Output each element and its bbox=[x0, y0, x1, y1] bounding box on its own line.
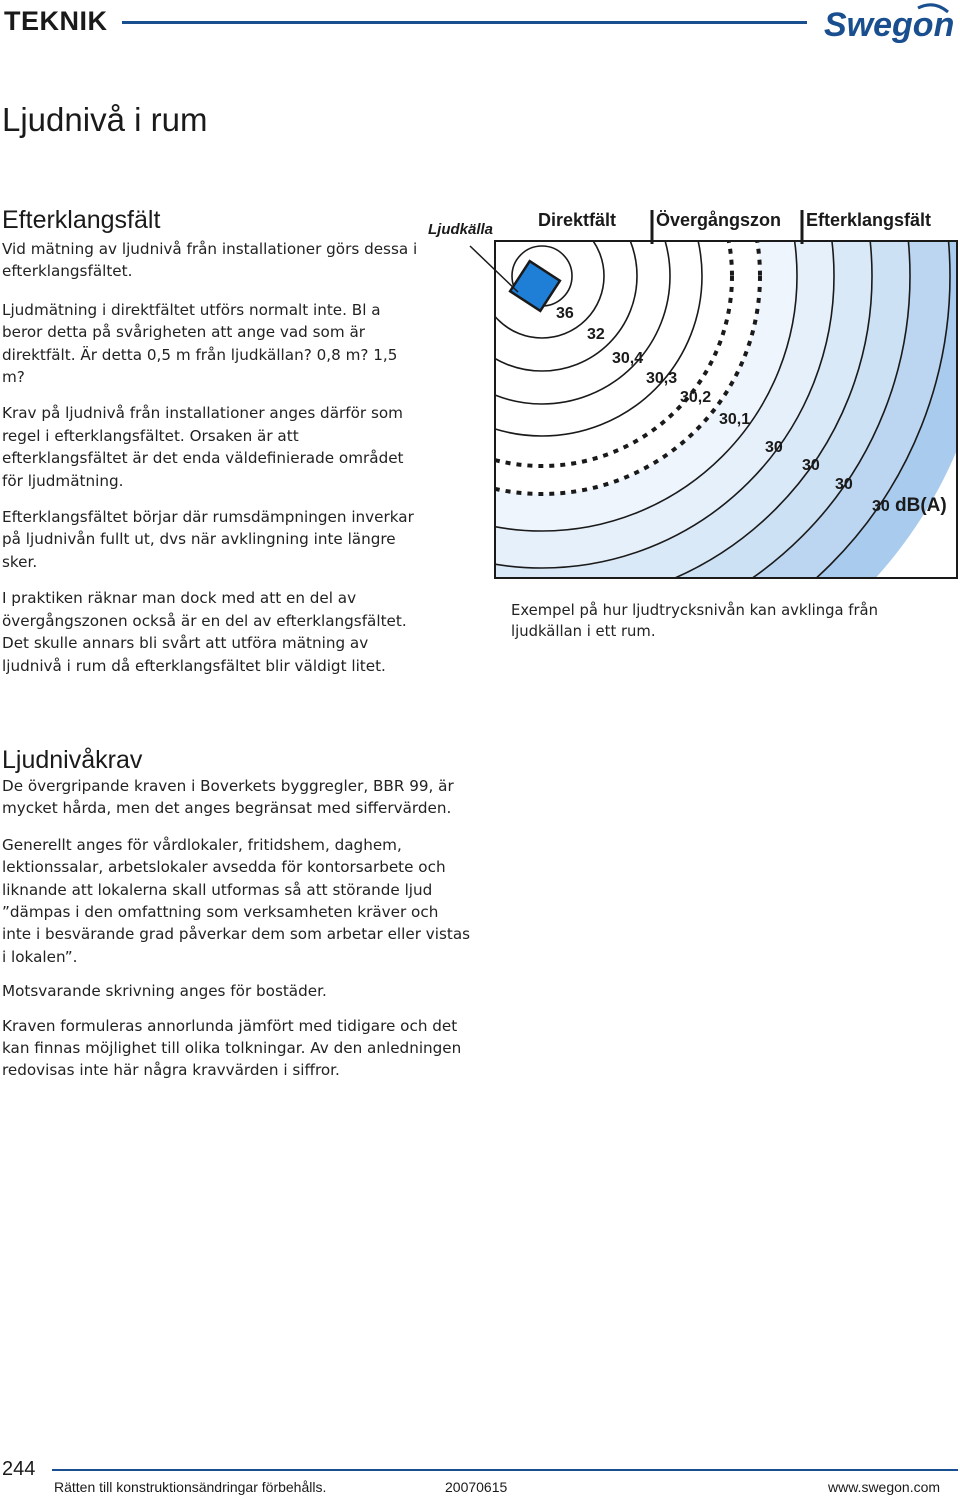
paragraph: Motsvarande skrivning anges för bostäder. bbox=[2, 982, 327, 1001]
footer-website[interactable]: www.swegon.com bbox=[828, 1479, 941, 1495]
logo-text: Swegon bbox=[824, 6, 955, 44]
paragraph: Efterklangsfältet börjar där rumsdämpningen inverkar på ljudnivån fullt ut, dvs när avklingning inte längre sker. bbox=[2, 508, 414, 571]
unit-label: dB(A) bbox=[895, 495, 947, 516]
header-rule bbox=[122, 21, 807, 24]
level-label: 36 bbox=[556, 305, 574, 322]
page-title: Ljudnivå i rum bbox=[2, 101, 208, 138]
footer-date: 20070615 bbox=[445, 1479, 508, 1495]
figure-caption: Exempel på hur ljudtrycksnivån kan avklinga från ljudkällan i ett rum. bbox=[511, 602, 878, 640]
paragraph: Ljudmätning i direktfältet utförs normalt inte. Bl a beror detta på svårigheten att ange vad som är direktfält. Är detta 0,5 m från ljudkällan? 0,8 m? 1,5 m? bbox=[2, 300, 398, 387]
swegon-logo bbox=[822, 2, 958, 46]
sound-decay-diagram bbox=[422, 196, 960, 590]
header-title: TEKNIK bbox=[4, 6, 108, 36]
section-heading-efterklangsfalt: Efterklangsfält bbox=[2, 206, 161, 234]
section2-body bbox=[2, 775, 472, 1082]
zone-label-reverberant: Efterklangsfält bbox=[806, 210, 932, 230]
footer-rule bbox=[52, 1469, 958, 1471]
level-label: 30 bbox=[802, 457, 820, 474]
level-label: 30 bbox=[835, 476, 853, 493]
paragraph: Vid mätning av ljudnivå från installationer görs dessa i efterklangsfältet. bbox=[2, 240, 418, 281]
source-label: Ljudkälla bbox=[428, 221, 494, 238]
section-heading-ljudnivakrav: Ljudnivåkrav bbox=[2, 746, 143, 774]
level-label: 30,4 bbox=[612, 350, 644, 367]
level-label: 32 bbox=[587, 326, 605, 343]
paragraph: I praktiken räknar man dock med att en del av övergångszonen också är en del av efterklangsfältet. Det skulle annars bli svårt att utföra mätning av ljudnivå i rum då efterklangsfältet blir väldigt litet. bbox=[2, 589, 407, 675]
zone-label-transition: Övergångszon bbox=[656, 210, 782, 230]
paragraph: Generellt anges för vårdlokaler, fritidshem, daghem, lektionssalar, arbetslokaler avsedda för kontorsarbete och liknande att lokalerna skall utformas så att störande ljud ”dämpas i den omfattning som verksamheten kräver och inte i besvärande grad påverkar dem som arbetar eller vistas i lokalen”. bbox=[2, 835, 471, 966]
paragraph: De övergripande kraven i Boverkets byggregler, BBR 99, är mycket hårda, men det anges begränsat med siffervärden. bbox=[2, 777, 454, 818]
level-label: 30 bbox=[872, 498, 890, 515]
paragraph: Kraven formuleras annorlunda jämfört med tidigare och det kan finnas möjlighet till olika tolkningar. Av den anledningen redovisas inte här några kravvärden i siffror. bbox=[2, 1016, 462, 1080]
level-label: 30 bbox=[765, 439, 783, 456]
level-label: 30,1 bbox=[719, 411, 751, 428]
paragraph: Krav på ljudnivå från installationer anges därför som regel i efterklangsfältet. Orsaken är att efterklangsfältet är det enda väldefinierade området för ljudmätning. bbox=[2, 404, 404, 490]
level-label: 30,3 bbox=[646, 370, 678, 387]
page-number: 244 bbox=[2, 1458, 36, 1480]
section1-body bbox=[2, 238, 422, 677]
level-label: 30,2 bbox=[680, 389, 712, 406]
zone-label-direct: Direktfält bbox=[538, 210, 617, 230]
footer-disclaimer: Rätten till konstruktionsändringar förbehålls. bbox=[54, 1479, 327, 1495]
